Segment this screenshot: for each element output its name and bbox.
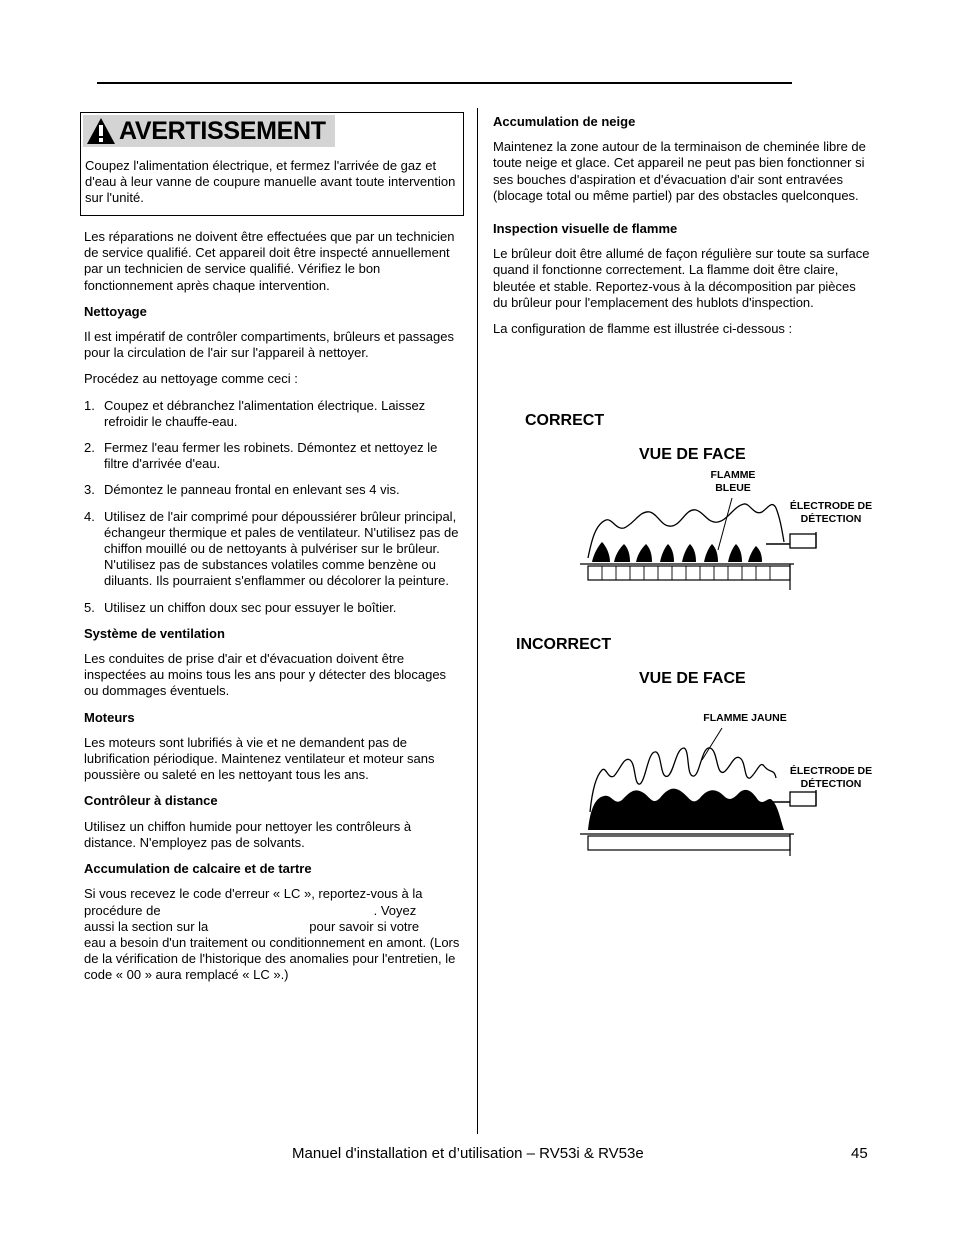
warning-title: AVERTISSEMENT [119,116,326,145]
motors-paragraph: Les moteurs sont lubrifiés à vie et ne demandent pas de lubrification périodique. Maintenez ventilateur et moteur sans poussière ou saleté en les nettoyant tous les ans. [84,734,435,783]
warning-box [80,112,464,216]
incorrect-flame-diagram [578,726,828,856]
scale-line-2b: . Voyez [373,902,417,918]
scale-line-2 [84,903,462,919]
cleaning-paragraph-1: Il est impératif de contrôler compartiments, brûleurs et passages pour la circulation de l'air sur l'appareil à nettoyer. [84,329,454,361]
scale-line-rest: eau a besoin d'un traitement ou conditionnement en amont. (Lors de la vérification de l'historique des anomalies pour l'entretien, le code « 00 » aura remplacé « LC ».) [84,934,460,983]
scale-line-1: Si vous recevez le code d'erreur « LC », reportez-vous à la [84,886,423,902]
warning-triangle-icon [86,117,116,145]
venting-paragraph: Les conduites de prise d'air et d'évacuation doivent être inspectées au moins tous les ans pour y détecter des blocages ou dommages éventuels. [84,651,447,699]
warning-header [83,115,335,147]
step-text: Coupez et débranchez l'alimentation électrique. Laissez refroidir le chauffe-eau. [104,397,426,429]
flame-paragraph-2: La configuration de flamme est illustrée ci-dessous : [493,321,793,337]
list-item [84,398,462,430]
footer-title: Manuel d'installation et d’utilisation – RV53i & RV53e [292,1145,644,1162]
remote-paragraph: Utilisez un chiffon humide pour nettoyer les contrôleurs à distance. N'employez pas de solvants. [84,818,412,850]
venting-heading: Système de ventilation [84,625,225,641]
incorrect-label: INCORRECT [516,636,612,653]
yellow-flame-label: FLAMME JAUNE [703,712,787,724]
cleaning-paragraph-2: Procédez au nettoyage comme ceci : [84,371,298,387]
motors-heading: Moteurs [84,709,135,725]
intro-paragraph: Les réparations ne doivent être effectuées que par un technicien de service qualifié. Cet appareil doit être inspecté annuellement par un technicien de service qualifié. Vérifiez le bon fonctionnement après chaque intervention. [84,229,455,293]
snow-heading: Accumulation de neige [493,114,636,129]
cleaning-steps [84,398,462,616]
remote-heading: Contrôleur à distance [84,793,218,809]
flame-heading: Inspection visuelle de flamme [493,221,678,237]
scale-line-3b: pour savoir si votre [309,918,420,934]
step-number: 1. [84,397,95,413]
top-rule [97,82,792,84]
scale-line-3a: aussi la section sur la [84,918,209,934]
step-number: 3. [84,482,95,498]
electrode-label-2-line-1: ÉLECTRODE DE [789,765,873,777]
column-divider [477,108,478,1134]
left-column [84,229,462,984]
front-view-label-1: VUE DE FACE [639,446,746,463]
list-item [84,482,462,498]
step-number: 4. [84,508,95,524]
step-text: Démontez le panneau frontal en enlevant ses 4 vis. [104,482,400,498]
scale-paragraph [84,886,462,983]
step-number: 5. [84,599,95,615]
snow-paragraph: Maintenez la zone autour de la terminaison de cheminée libre de toute neige et glace. Cet appareil ne peut pas bien fonctionner si ses bouches d'aspiration et d'évacuation d'air sont entravées (blocage total ou même partiel) par des obstacles quelconques. [493,139,866,203]
flame-paragraph-1: Le brûleur doit être allumé de façon régulière sur toute sa surface quand il fonctionne correctement. La flamme doit être claire, bleutée et stable. Reportez-vous à la décomposition par pièces du brûleur pour l'emplacement des hublots d'inspection. [493,246,870,310]
electrode-label-1-line-2: DÉTECTION [800,513,862,525]
blue-flame-label-line-1: FLAMME [710,469,756,481]
scale-line-3 [84,919,462,935]
warning-text: Coupez l'alimentation électrique, et fermez l'arrivée de gaz et d'eau à leur vanne de coupure manuelle avant toute intervention sur l'unité. [85,158,456,206]
right-column [493,114,873,347]
cleaning-heading: Nettoyage [84,303,147,319]
step-text: Utilisez de l'air comprimé pour dépoussiérer brûleur principal, échangeur thermique et pales de ventilateur. N'utilisez pas de chiffon mouillé ou de nettoyants à pulvériser sur le brûleur. N'utilisez pas de substances volatiles comme benzène ou diluants. Ils pourraient s'enflammer ou décolorer la peinture. [104,508,459,589]
electrode-label-2-line-2: DÉTECTION [800,778,862,790]
list-item [84,600,462,616]
correct-flame-diagram [578,490,828,590]
correct-label: CORRECT [525,412,605,429]
step-text: Utilisez un chiffon doux sec pour essuyer le boîtier. [104,599,397,615]
list-item [84,509,462,590]
front-view-label-2: VUE DE FACE [639,670,746,687]
page-number: 45 [851,1145,868,1162]
electrode-label-1-line-1: ÉLECTRODE DE [789,500,873,512]
step-text: Fermez l'eau fermer les robinets. Démontez et nettoyez le filtre d'arrivée d'eau. [104,440,438,472]
scale-line-2a: procédure de [84,902,161,918]
blue-flame-label-line-2: BLEUE [715,482,751,494]
step-number: 2. [84,440,95,456]
list-item [84,440,462,472]
scale-heading: Accumulation de calcaire et de tartre [84,861,312,877]
